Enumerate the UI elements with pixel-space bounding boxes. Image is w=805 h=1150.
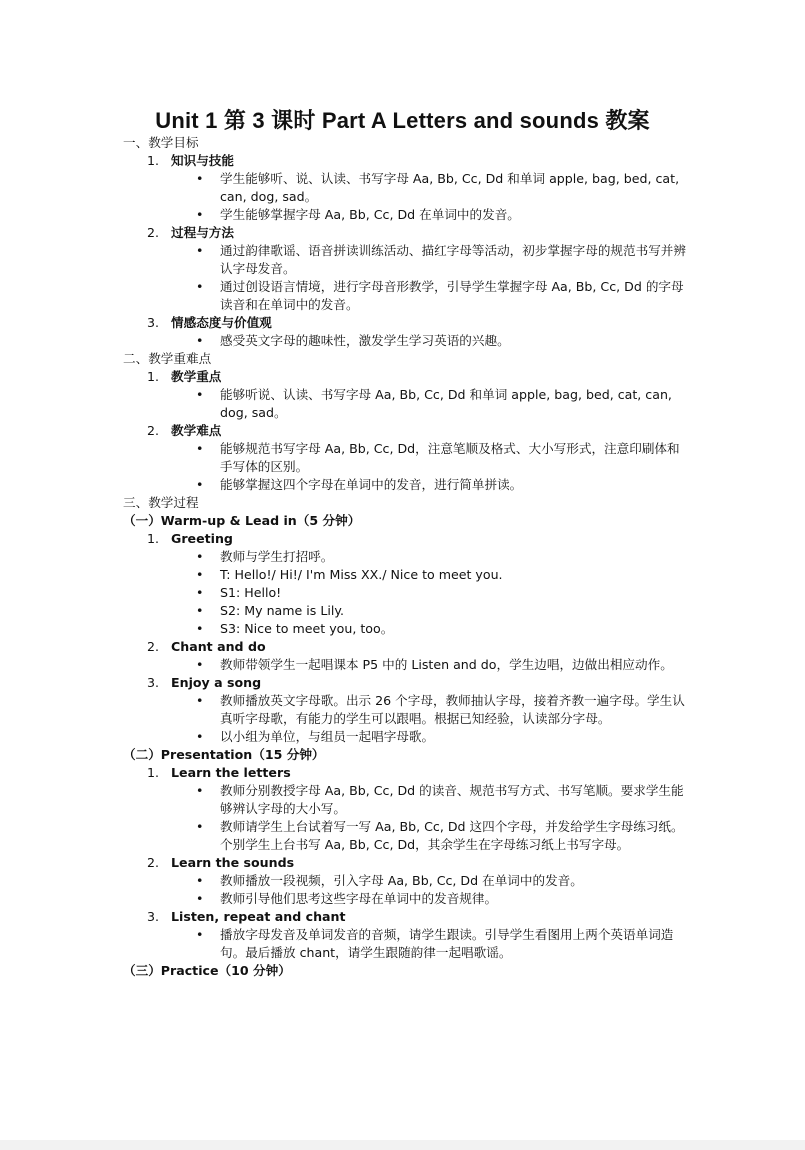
- bullet-item: [0, 620, 805, 638]
- bullet-text: 播放字母发音及单词发音的音频，请学生跟读。引导学生看图用上两个英语单词造句。最后播放 chant，请学生跟随韵律一起唱歌谣。: [220, 927, 674, 960]
- bullet-text: S1: Hello!: [220, 585, 282, 600]
- bullet-icon: •: [196, 927, 204, 942]
- bullet-item: [0, 728, 805, 746]
- bullet-icon: •: [196, 387, 204, 402]
- bullet-text: 教师与学生打招呼。: [220, 549, 334, 564]
- bullet-icon: •: [196, 207, 204, 222]
- section-heading: 三、教学过程: [123, 495, 199, 510]
- subsection-heading: [0, 224, 805, 242]
- subsection-heading: [0, 854, 805, 872]
- bullet-icon: •: [196, 603, 204, 618]
- subsection-label: Enjoy a song: [171, 675, 262, 690]
- bullet-item: [0, 890, 805, 908]
- bullet-item: [0, 926, 805, 962]
- subsection-heading: [0, 152, 805, 170]
- bullet-text: 教师带领学生一起唱课本 P5 中的 Listen and do，学生边唱，边做出相应动作。: [220, 657, 673, 672]
- bullet-item: [0, 584, 805, 602]
- bullet-text: 教师分别教授字母 Aa, Bb, Cc, Dd 的读音、规范书写方式、书写笔顺。要求学生能够辨认字母的大小写。: [220, 783, 684, 816]
- bullet-icon: •: [196, 819, 204, 834]
- phase-heading: （三）Practice（10 分钟）: [123, 963, 291, 978]
- document-body: [0, 134, 805, 980]
- bullet-item: [0, 440, 805, 476]
- bullet-item: [0, 872, 805, 890]
- bullet-text: S3: Nice to meet you, too。: [220, 621, 394, 636]
- subsection-label: Chant and do: [171, 639, 266, 654]
- subsection-heading: [0, 908, 805, 926]
- subsection-label: 知识与技能: [171, 153, 234, 168]
- bullet-text: 教师播放英文字母歌。出示 26 个字母，教师抽认字母，接着齐教一遍字母。学生认真听字母歌，有能力的学生可以跟唱。根据已知经验，认读部分字母。: [220, 693, 685, 726]
- bullet-text: T: Hello!/ Hi!/ I'm Miss XX./ Nice to meet you.: [220, 567, 503, 582]
- subsection-heading: [0, 422, 805, 440]
- bullet-text: 能够掌握这四个字母在单词中的发音，进行简单拼读。: [220, 477, 523, 492]
- subsection-number: 3.: [147, 315, 160, 330]
- subsection-label: 情感态度与价值观: [171, 315, 272, 330]
- subsection-heading: [0, 368, 805, 386]
- subsection-heading: [0, 530, 805, 548]
- bullet-text: 感受英文字母的趣味性，激发学生学习英语的兴趣。: [220, 333, 510, 348]
- bullet-text: 教师播放一段视频，引入字母 Aa, Bb, Cc, Dd 在单词中的发音。: [220, 873, 583, 888]
- bullet-text: 以小组为单位，与组员一起唱字母歌。: [220, 729, 435, 744]
- bullet-item: [0, 476, 805, 494]
- bullet-icon: •: [196, 243, 204, 258]
- bullet-icon: •: [196, 477, 204, 492]
- subsection-label: 教学难点: [171, 423, 222, 438]
- bullet-icon: •: [196, 657, 204, 672]
- phase-heading: （二）Presentation（15 分钟）: [123, 747, 325, 762]
- bullet-item: [0, 656, 805, 674]
- bullet-item: [0, 782, 805, 818]
- subsection-label: Greeting: [171, 531, 233, 546]
- bullet-icon: •: [196, 891, 204, 906]
- subsection-number: 1.: [147, 153, 160, 168]
- bullet-icon: •: [196, 783, 204, 798]
- subsection-number: 1.: [147, 369, 160, 384]
- bullet-icon: •: [196, 333, 204, 348]
- bullet-text: 教师引导他们思考这些字母在单词中的发音规律。: [220, 891, 498, 906]
- subsection-number: 2.: [147, 423, 160, 438]
- subsection-number: 3.: [147, 909, 160, 924]
- subsection-number: 1.: [147, 531, 160, 546]
- section-heading: 二、教学重难点: [123, 351, 212, 366]
- bullet-item: [0, 170, 805, 206]
- subsection-label: Learn the sounds: [171, 855, 295, 870]
- subsection-label: Listen, repeat and chant: [171, 909, 346, 924]
- subsection-number: 2.: [147, 639, 160, 654]
- bullet-text: 能够规范书写字母 Aa, Bb, Cc, Dd，注意笔顺及格式、大小写形式，注意印刷体和手写体的区别。: [220, 441, 680, 474]
- subsection-heading: [0, 638, 805, 656]
- subsection-label: 教学重点: [171, 369, 222, 384]
- bullet-icon: •: [196, 693, 204, 708]
- bullet-icon: •: [196, 567, 204, 582]
- bullet-item: [0, 242, 805, 278]
- subsection-heading: [0, 674, 805, 692]
- subsection-label: 过程与方法: [171, 225, 234, 240]
- bullet-item: [0, 332, 805, 350]
- bullet-text: 学生能够掌握字母 Aa, Bb, Cc, Dd 在单词中的发音。: [220, 207, 520, 222]
- document-title: Unit 1 第 3 课时 Part A Letters and sounds 教案: [155, 108, 650, 133]
- bullet-item: [0, 818, 805, 854]
- bullet-text: 教师请学生上台试着写一写 Aa, Bb, Cc, Dd 这四个字母，并发给学生字母练习纸。个别学生上台书写 Aa, Bb, Cc, Dd，其余学生在字母练习纸上书写字母。: [220, 819, 684, 852]
- bullet-text: S2: My name is Lily.: [220, 603, 345, 618]
- bullet-icon: •: [196, 621, 204, 636]
- bullet-item: [0, 206, 805, 224]
- subsection-heading: [0, 764, 805, 782]
- subsection-heading: [0, 314, 805, 332]
- bullet-icon: •: [196, 585, 204, 600]
- subsection-number: 2.: [147, 225, 160, 240]
- bullet-text: 通过创设语言情境，进行字母音形教学，引导学生掌握字母 Aa, Bb, Cc, Dd 的字母读音和在单词中的发音。: [220, 279, 684, 312]
- subsection-number: 3.: [147, 675, 160, 690]
- bullet-text: 学生能够听、说、认读、书写字母 Aa, Bb, Cc, Dd 和单词 apple, bag, bed, cat, can, dog, sad。: [220, 171, 680, 204]
- bullet-icon: •: [196, 279, 204, 294]
- bullet-item: [0, 386, 805, 422]
- section-heading: 一、教学目标: [123, 135, 199, 150]
- bullet-icon: •: [196, 171, 204, 186]
- phase-heading: （一）Warm-up & Lead in（5 分钟）: [123, 513, 361, 528]
- bullet-icon: •: [196, 729, 204, 744]
- bullet-item: [0, 548, 805, 566]
- bullet-icon: •: [196, 549, 204, 564]
- subsection-number: 1.: [147, 765, 160, 780]
- bullet-item: [0, 278, 805, 314]
- bullet-item: [0, 692, 805, 728]
- bullet-item: [0, 602, 805, 620]
- bullet-icon: •: [196, 441, 204, 456]
- subsection-label: Learn the letters: [171, 765, 291, 780]
- bullet-item: [0, 566, 805, 584]
- subsection-number: 2.: [147, 855, 160, 870]
- bullet-text: 通过韵律歌谣、语音拼读训练活动、描红字母等活动，初步掌握字母的规范书写并辨认字母发音。: [220, 243, 686, 276]
- bullet-icon: •: [196, 873, 204, 888]
- bullet-text: 能够听说、认读、书写字母 Aa, Bb, Cc, Dd 和单词 apple, bag, bed, cat, can, dog, sad。: [220, 387, 672, 420]
